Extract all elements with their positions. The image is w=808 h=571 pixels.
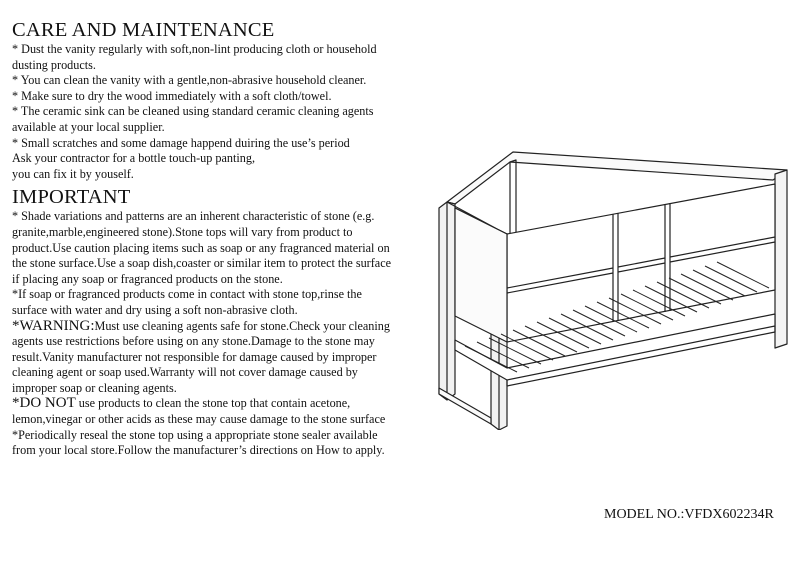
- care-item-clean: * You can clean the vanity with a gentle,non-abrasive household cleaner.: [12, 73, 367, 88]
- important-item-shade: * Shade variations and patterns are an inherent characteristic of stone (e.g. granite,marble,engineered stone).Stone tops will vary from product to product.Use caution placing items such as soap or any fragranced material on the stone surface.Use a soap dish,coaster or similar item to protect the surface if placing any soap or fragranced products on the stone.: [12, 209, 392, 286]
- donot-text: use products to clean the stone top that contain acetone, lemon,vinegar or other acids as these may cause damage to the stone surface: [12, 396, 386, 427]
- care-item-dust: * Dust the vanity regularly with soft,non-lint producing cloth or household dusting products.: [12, 42, 377, 72]
- care-item-scratches: * Small scratches and some damage happend duiring the use’s period: [12, 135, 350, 150]
- donot-label: *DO NOT: [12, 395, 76, 412]
- care-item-contractor: Ask your contractor for a bottle touch-up panting,: [12, 151, 256, 166]
- important-item-warning: [12, 319, 392, 397]
- care-item-sink: * The ceramic sink can be cleaned using standard ceramic cleaning agents available at your local supplier.: [12, 104, 374, 134]
- care-item-fix: you can fix it by youself.: [12, 166, 134, 181]
- important-item-donot: [12, 396, 392, 427]
- important-heading: IMPORTANT: [12, 186, 131, 209]
- instructions-column: [12, 18, 392, 459]
- warning-label: *WARNING:: [12, 317, 95, 334]
- model-number: MODEL NO.:VFDX602234R: [604, 507, 774, 522]
- warning-text: Must use cleaning agents safe for stone.Check your cleaning agents use restrictions before using on any stone.Damage to the stone may result.Vanity manufacturer not responsible for damage caused by improper cleaning agent or soap used.Warranty will not cover damage caused by improper soap or cleaning agents.: [12, 318, 390, 395]
- important-item-reseal: *Periodically reseal the stone top using a appropriate stone sealer available from your local store.Follow the manufacturer’s directions on How to apply.: [12, 427, 385, 458]
- care-heading: CARE AND MAINTENANCE: [12, 19, 275, 41]
- important-item-rinse: *If soap or fragranced products come in contact with stone top,rinse the surface with water and dry using a soft non-abrasive cloth.: [12, 287, 362, 317]
- vanity-line-drawing-icon: [425, 118, 800, 430]
- care-item-dry: * Make sure to dry the wood immediately with a soft cloth/towel.: [12, 88, 332, 103]
